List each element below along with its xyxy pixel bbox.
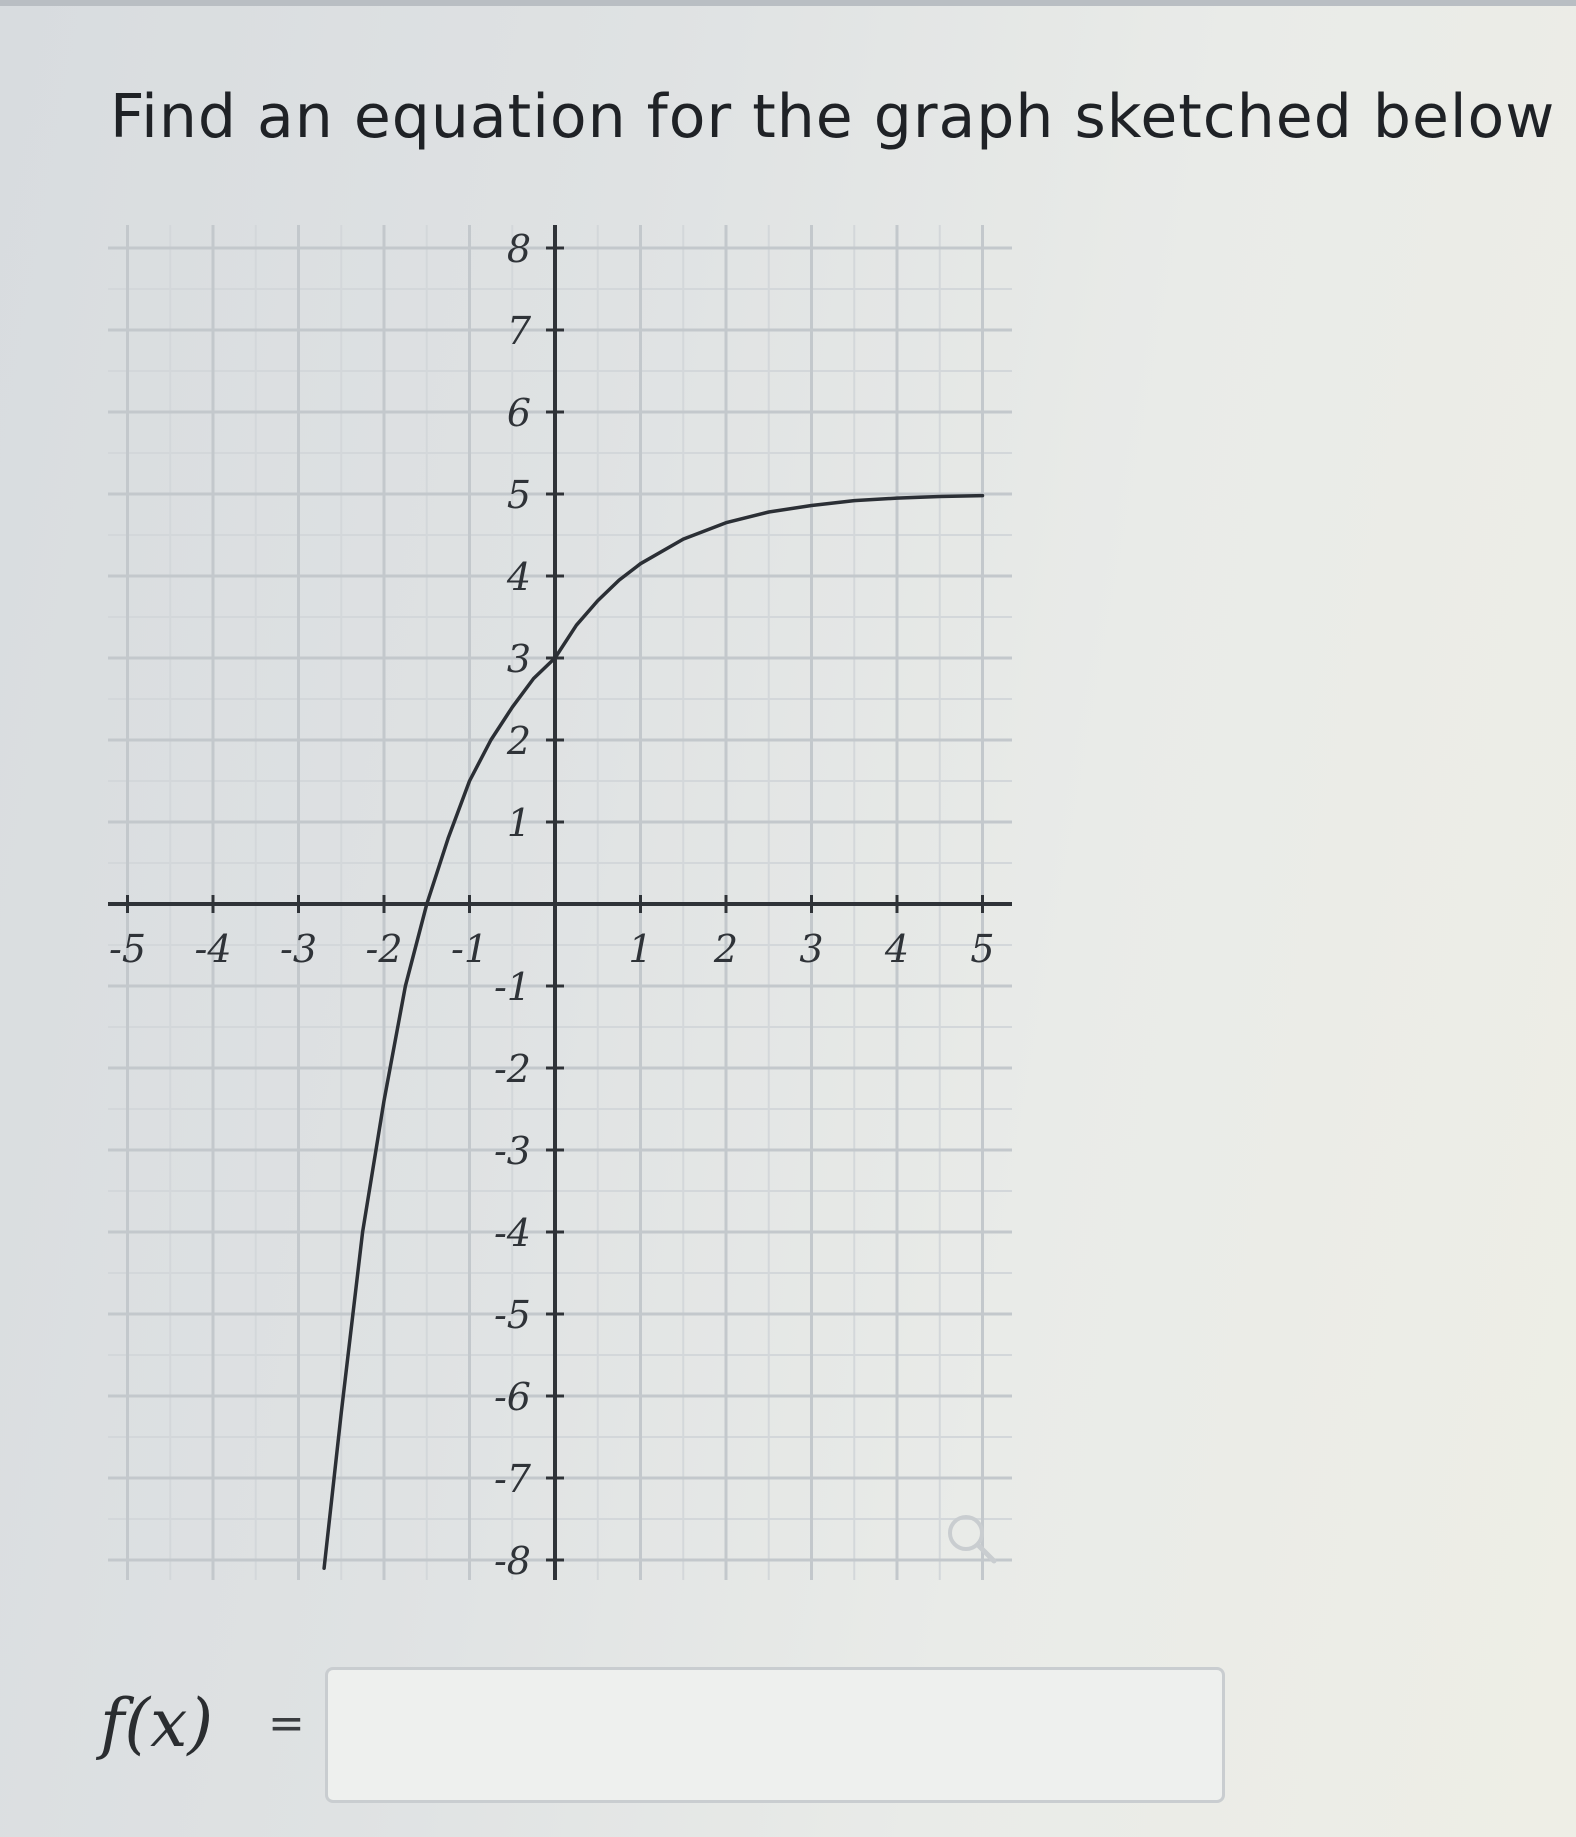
y-tick-label: 8 <box>506 227 531 271</box>
answer-input[interactable] <box>325 1667 1225 1803</box>
y-tick-label: -6 <box>493 1375 531 1419</box>
y-tick-label: 1 <box>506 801 531 845</box>
y-tick-label: 4 <box>506 555 531 599</box>
question-prompt: Find an equation for the graph sketched below <box>110 82 1556 152</box>
y-tick-label: -4 <box>493 1211 531 1255</box>
y-tick-label: 3 <box>506 637 531 681</box>
y-tick-label: -2 <box>493 1047 531 1091</box>
x-tick-label: -2 <box>365 927 403 971</box>
x-tick-label: 2 <box>713 927 739 971</box>
x-tick-label: 5 <box>970 927 995 971</box>
y-tick-label: -5 <box>493 1293 531 1337</box>
y-tick-label: -7 <box>493 1457 531 1501</box>
x-tick-label: -4 <box>194 927 232 971</box>
y-tick-label: 2 <box>506 719 531 763</box>
answer-row <box>100 1660 1240 1810</box>
y-tick-label: -8 <box>493 1539 531 1583</box>
y-tick-label: 7 <box>506 309 531 353</box>
y-tick-label: -1 <box>493 965 531 1009</box>
equals-sign: = <box>268 1698 305 1749</box>
function-label: f(x) <box>100 1685 214 1762</box>
x-tick-label: 4 <box>884 927 910 971</box>
x-tick-label: 3 <box>799 927 824 971</box>
x-tick-label: -1 <box>450 927 489 971</box>
x-tick-label: 1 <box>628 927 653 971</box>
x-tick-label: -5 <box>108 927 147 971</box>
y-tick-label: -3 <box>493 1129 531 1173</box>
y-tick-label: 5 <box>506 473 531 517</box>
function-curve <box>324 496 982 1569</box>
x-tick-label: -3 <box>279 927 318 971</box>
y-tick-label: 6 <box>506 391 531 435</box>
